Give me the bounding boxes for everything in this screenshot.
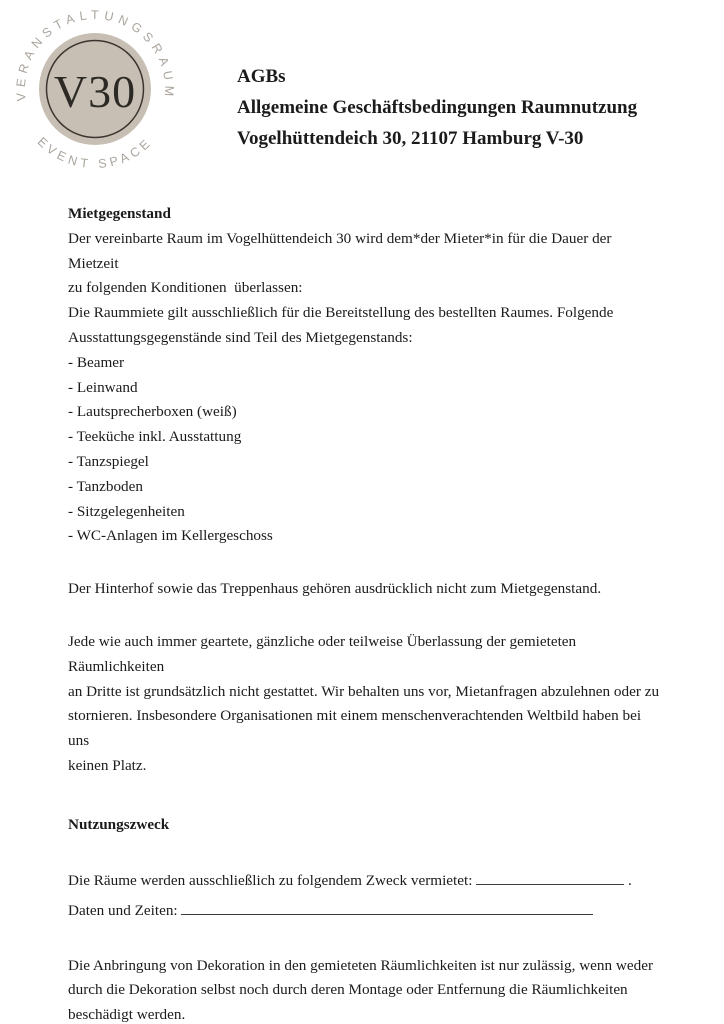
- text-line: - Lautsprecherboxen (weiß): [68, 403, 237, 421]
- header-line: AGBs: [237, 66, 286, 87]
- section-heading: Nutzungszweck: [68, 815, 170, 833]
- text-line: Der Hinterhof sowie das Treppenhaus gehören ausdrücklich nicht zum Mietgegenstand.: [68, 580, 602, 598]
- blank-line: [68, 838, 660, 866]
- fill-in-blank: [181, 901, 593, 915]
- text-line: - Leinwand: [68, 378, 138, 396]
- fill-in-blank: [476, 871, 624, 885]
- document-body: [68, 202, 660, 1024]
- fill-suffix: .: [624, 871, 632, 889]
- fill-label: Daten und Zeiten:: [68, 901, 182, 919]
- section-heading: Mietgegenstand: [68, 205, 171, 222]
- text-line: keinen Platz.: [68, 756, 147, 774]
- text-line: Die Raummiete gilt ausschließlich für die Bereitstellung des bestellten Raumes. Folgende: [68, 304, 614, 322]
- text-line: - Beamer: [68, 353, 125, 371]
- fill-label: Die Räume werden ausschließlich zu folgendem Zweck vermietet:: [68, 871, 477, 889]
- text-line: - Teeküche inkl. Ausstattung: [68, 428, 242, 446]
- text-line: - WC-Anlagen im Kellergeschoss: [68, 527, 273, 545]
- fill-in-line: [68, 896, 660, 926]
- text-line: Jede wie auch immer geartete, gänzliche oder teilweise Überlassung der gemieteten Räumlichkeiten: [68, 632, 580, 675]
- v30-logo: [5, 0, 185, 179]
- text-line: Der vereinbarte Raum im Vogelhüttendeich 30 wird dem*der Mieter*in für die Dauer der Mietzeit: [68, 229, 616, 272]
- logo-arc-top-text: VERANSTALTUNGSRAUM: [13, 7, 177, 102]
- fill-in-line: [68, 866, 660, 896]
- text-line: beschädigt werden.: [68, 1006, 186, 1024]
- text-line: durch die Dekoration selbst noch durch deren Montage oder Entfernung die Räumlichkeiten: [68, 981, 628, 999]
- text-line: - Tanzspiegel: [68, 452, 149, 470]
- text-line: an Dritte ist grundsätzlich nicht gestattet. Wir behalten uns vor, Mietanfragen abzulehnen oder zu: [68, 682, 660, 700]
- text-line: Ausstattungsgegenstände sind Teil des Mietgegenstands:: [68, 328, 413, 346]
- header-line: Vogelhüttendeich 30, 21107 Hamburg V-30: [237, 128, 584, 149]
- header-line: Allgemeine Geschäftsbedingungen Raumnutzung: [237, 97, 638, 118]
- text-line: - Sitzgelegenheiten: [68, 502, 185, 520]
- blank-line: [68, 549, 660, 577]
- blank-line: [68, 602, 660, 630]
- blank-line: [68, 779, 660, 813]
- text-line: Die Anbringung von Dekoration in den gemieteten Räumlichkeiten ist nur zulässig, wenn weder: [68, 956, 653, 974]
- text-line: - Tanzboden: [68, 477, 143, 495]
- blank-line: [68, 926, 660, 954]
- logo-arc-bottom-text: EVENT SPACE: [34, 134, 156, 172]
- text-line: zu folgenden Konditionen überlassen:: [68, 279, 303, 297]
- document-header: [237, 61, 697, 154]
- text-line: stornieren. Insbesondere Organisationen mit einem menschenverachtenden Weltbild haben bei uns: [68, 707, 645, 750]
- logo-monogram: V30: [53, 66, 137, 117]
